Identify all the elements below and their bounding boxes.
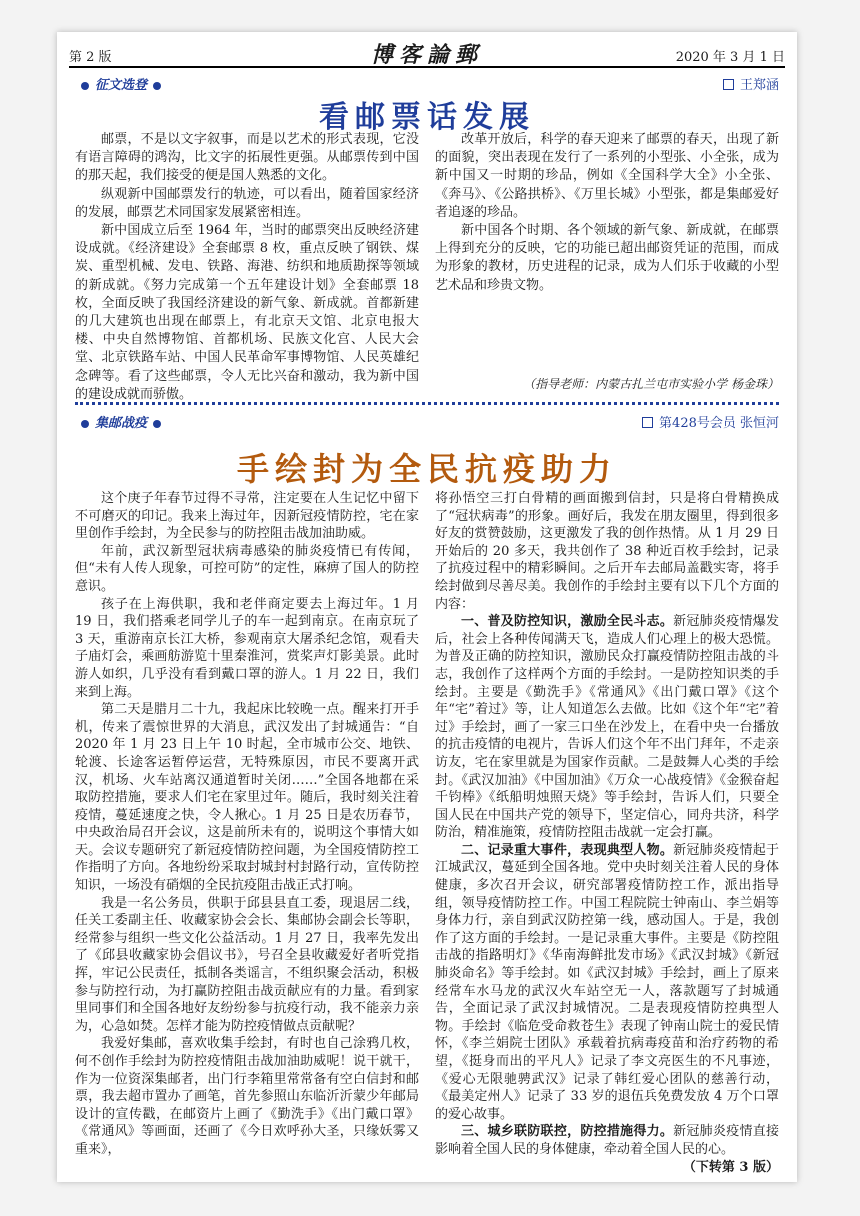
paragraph-body: 新冠肺炎疫情直接影响着全国人民的身体健康，牵动着全国人民的心。 [435,1124,779,1157]
section-tag-2 [75,412,167,431]
section-label: 集邮战疫 [95,416,148,431]
paragraph: 年前，武汉新型冠状病毒感染的肺炎疫情已有传闻，但“未有人传人现象，可控可防”的定性，麻痹了国人的防控意识。 [75,543,419,594]
paragraph [435,1123,779,1158]
bullet-icon [153,420,161,428]
author-name: 第428号会员 张恒河 [659,416,779,431]
newspaper-title: 博客論郵 [370,42,483,68]
section-tag-1 [75,74,167,93]
paragraph [435,842,779,1124]
masthead [69,38,785,68]
paragraph: 第二天是腊月二十九，我起床比较晚一点。醒来打开手机，传来了震惊世界的大消息，武汉发出了封城通告：“自 2020 年 1 月 23 日上午 10 时起，全市城市公交、地铁、轮渡、长途客运暂停运营，无特殊原因，市民不要离开武汉，机场、火车站离汉通道暂时关闭……”全国各地都在采取防控措施，要求人们宅在家里过年。随后，我时刻关注着疫情，蔓延速度之快，令人揪心。1 月 25 日是农历春节，中央政治局召开会议，这是前所未有的，说明这个事情大如天。会议专题研究了新冠疫情防控问题，为全国疫情防控工作指明了方向。各地纷纷采取封城封村封路行动，宣传防控知识，一场没有硝烟的全民抗疫阻击战正式打响。 [75,702,419,894]
subheading: 一、普及防控知识，激励全民斗志。 [461,614,674,630]
article-title-1: 看邮票话发展 [319,100,535,135]
article-1-right-column [435,131,779,295]
byline-2 [642,412,779,431]
subheading: 二、记录重大事件，表现典型人物。 [461,842,674,858]
bullet-icon [81,82,89,90]
byline-1 [723,74,779,93]
section-label: 征文选登 [95,78,148,93]
paragraph: 这个庚子年春节过得不寻常，注定要在人生记忆中留下不可磨灭的印记。我来上海过年，因新冠疫情防控，宅在家里创作手绘封，为全民参与的防控阻击战加油助威。 [75,491,419,542]
paragraph-body: 新冠肺炎疫情起于江城武汉，蔓延到全国各地。党中央时刻关注着人民的身体健康，多次召开会议，研究部署疫情防控工作，派出指导组，领导疫情防控工作。中国工程院院士钟南山、李兰娟等身体力行，亲自到武汉防控第一线，感动国人。于是，我创作了这方面的手绘封。一是记录重大事件。主要是《防控阻击战的指路明灯》《华南海鲜批发市场》《武汉封城》《新冠肺炎命名》等手绘封。如《武汉封城》手绘封，画上了原来经常车水马龙的武汉火车站空无一人，落款题写了封城通告，全面记录了武汉封城情况。二是表现疫情防控典型人物。手绘封《临危受命救苍生》表现了钟南山院士的爱民情怀，《李兰娟院士团队》承载着抗病毒疫苗和治疗药物的希望，《挺身而出的平凡人》记录了李文亮医生的不凡事迹，《爱心无限驰骋武汉》记录了韩红爱心团队的慈善行动，《最美定州人》记录了 33 岁的退伍兵免费发放 4 万个口罩的爱心故事。 [435,842,779,1122]
article-2-right-column [435,490,779,1176]
newspaper-page [57,32,797,1182]
section-divider [75,402,779,405]
continued-note: （下转第 3 版） [682,1159,779,1175]
paragraph: 新中国成立后至 1964 年，当时的邮票突出反映经济建设成就。《经济建设》全套邮票 8 枚，重点反映了钢铁、煤炭、重型机械、发电、铁路、海港、纺织和地质勘探等领域的新成就。《努力完成第一个五年建设计划》全套邮票 18 枚，全面反映了我国经济建设的新气象、新成就。首都新建的几大建筑也出现在邮票上，有北京天文馆、北京电报大楼、中央自然博物馆、首都机场、民族文化宫、人民大会堂、北京铁路车站、中国人民革命军事博物馆、人民英雄纪念碑等。看了这些邮票，令人无比兴奋和激动，我为新中国的建设成就而骄傲。 [75,223,419,402]
paragraph-body: 新冠肺炎疫情爆发后，社会上各种传闻满天飞，造成人们心理上的极大恐慌。为普及正确的防控知识，激励民众打赢疫情防控阻击战的斗志，我创作了这样两个方面的手绘封。一是防控知识类的手绘封。主要是《勤洗手》《常通风》《出门戴口罩》《这个年“宅”着过》等，让人知道怎么去做。比如《这个年“宅”着过》手绘封，画了一家三口坐在沙发上，在看中央一台播放的抗击疫情的电视片，告诉人们这个年不出门拜年，不走亲访友，宅在家里就是为国家作贡献。二是鼓舞人心类的手绘封。《武汉加油》《中国加油》《万众一心战疫情》《金猴奋起千钧棒》《纸船明烛照天烧》等手绘封，告诉人们，只要全国人民在中国共产党的领导下，坚定信心，同舟共济，科学防治，精准施策，疫情防控阻击战就一定会打赢。 [435,614,779,841]
advisor-credit: （指导老师：内蒙古扎兰屯市实验小学 杨金珠） [523,377,779,391]
paragraph: 将孙悟空三打白骨精的画面搬到信封，只是将白骨精换成了“冠状病毒”的形象。画好后，我发在朋友圈里，得到很多好友的赏赞鼓励，这更激发了我的创作热情。从 1 月 29 日开始后的 20 多天，我共创作了 38 种近百枚手绘封，记录了抗疫过程中的精彩瞬间。之后开车去邮局盖戳实寄，将手绘封做到尽善尽美。我创作的手绘封主要有以下几个方面的内容： [435,491,779,612]
paragraph: 纵观新中国邮票发行的轨迹，可以看出，随着国家经济的发展，邮票艺术同国家发展紧密相连。 [75,186,419,220]
paragraph: 新中国各个时期、各个领域的新气象、新成就，在邮票上得到充分的反映，它的功能已超出邮资凭证的范围，而成为形象的教材，历史进程的记录，成为人们乐于收藏的小型艺术品和珍贵文物。 [435,223,779,293]
subheading: 三、城乡联防联控，防控措施得力。 [461,1124,674,1140]
paragraph: 我爱好集邮，喜欢收集手绘封，有时也自己涂鸦几枚，何不创作手绘封为防控疫情阻击战加油助威呢！说干就干，作为一位资深集邮者，出门行李箱里常常备有空白信封和邮票，我去超市置办了画笔，首先参照山东临沂沂蒙少年邮局设计的宣传戳，在邮资片上画了《勤洗手》《出门戴口罩》《常通风》等画面，还画了《今日欢呼孙大圣，只缘妖雾又重来》， [75,1036,419,1157]
article-2-left-column [75,490,419,1159]
edition-label: 第 2 版 [69,50,112,65]
article-title-2: 手绘封为全民抗疫助力 [236,450,617,488]
square-icon [723,79,734,90]
issue-date: 2020 年 3 月 1 日 [675,50,785,65]
paragraph: 我是一名公务员，供职于邱县县直工委，现退居二线，任关工委副主任、收藏家协会会长、集邮协会副会长等职，经常参与组织一些文化公益活动。1 月 27 日，我率先发出了《邱县收藏家协会倡议书》，号召全县收藏爱好者听党指挥，牢记公民责任，抵制各类谣言，不组织聚会活动，积极参与防控行动，为打赢防控阻击战贡献应有的力量。看到家里同事们和全国各地好友纷纷参与抗疫行动，我不能亲力亲为，心急如焚。怎样才能为防控疫情做点贡献呢？ [75,895,419,1034]
bullet-icon [153,82,161,90]
paragraph: 邮票，不是以文字叙事，而是以艺术的形式表现，它没有语言障碍的鸿沟，比文字的拓展性更强。从邮票传到中国的那天起，我们接受的便是国人熟悉的文化。 [75,132,419,184]
paragraph: 改革开放后，科学的春天迎来了邮票的春天，出现了新的面貌，突出表现在发行了一系列的小型张、小全张，成为新中国又一时期的珍品，例如《全国科学大全》小全张、《奔马》、《公路拱桥》、《万里长城》小型张，都是集邮爱好者追逐的珍品。 [435,132,779,220]
article-1-left-column [75,131,419,404]
paragraph [435,613,779,842]
author-name: 王郑涵 [739,78,779,93]
paragraph: 孩子在上海供职，我和老伴商定要去上海过年。1 月 19 日，我们搭乘老同学儿子的车一起到南京。在南京玩了 3 天，重游南京长江大桥，参观南京大屠杀纪念馆，观看夫子庙灯会，乘画舫游览十里秦淮河，赏桨声灯影美景。此时游人如织，几乎没有看到戴口罩的游人。1 月 22 日，我们来到上海。 [75,596,419,700]
bullet-icon [81,420,89,428]
square-icon [642,417,653,428]
